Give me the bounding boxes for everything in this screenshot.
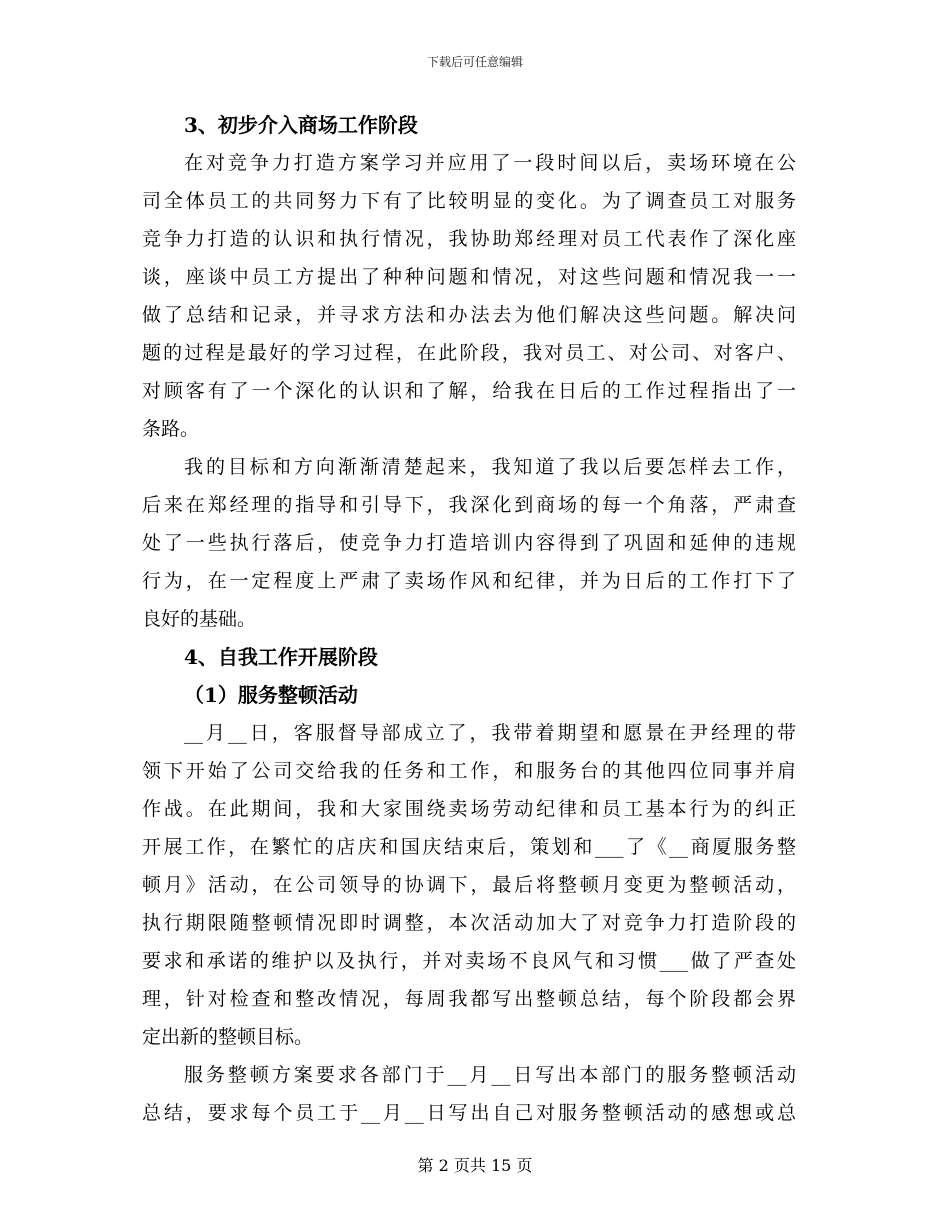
document-body (142, 106, 796, 1132)
paragraph-line: 总结，要求每个员工于__月__日写出自己对服务整顿活动的感想或总 (142, 1102, 796, 1124)
paragraph-line: 顿月》活动，在公司领导的协调下，最后将整顿月变更为整顿活动， (142, 874, 796, 896)
paragraph-2 (142, 448, 796, 638)
page-header-note: 下载后可任意编辑 (426, 55, 523, 69)
paragraph-line: 题的过程是最好的学习过程，在此阶段，我对员工、对公司、对客户、 (142, 342, 796, 364)
paragraph-line: 做了总结和记录，并寻求方法和办法去为他们解决这些问题。解决问 (142, 304, 796, 326)
paragraph-line: __月__日，客服督导部成立了，我带着期望和愿景在尹经理的带 (184, 722, 796, 744)
paragraph-line: 竞争力打造的认识和执行情况，我协助郑经理对员工代表作了深化座 (142, 228, 796, 250)
paragraph-line: 执行期限随整顿情况即时调整，本次活动加大了对竞争力打造阶段的 (142, 912, 796, 934)
paragraph-line: 对顾客有了一个深化的认识和了解，给我在日后的工作过程指出了一 (142, 380, 796, 402)
paragraph-line: 在对竞争力打造方案学习并应用了一段时间以后，卖场环境在公 (184, 152, 796, 174)
subsection-heading-1: （1）服务整顿活动 (184, 683, 358, 707)
paragraph-line: 司全体员工的共同努力下有了比较明显的变化。为了调查员工对服务 (142, 190, 796, 212)
paragraph-3 (142, 714, 796, 1056)
paragraph-line: 领下开始了公司交给我的任务和工作，和服务台的其他四位同事并肩 (142, 760, 796, 782)
page-number-footer: 第 2 页共 15 页 (417, 1156, 533, 1175)
paragraph-line: 谈，座谈中员工方提出了种种问题和情况，对这些问题和情况我一一 (142, 266, 796, 288)
paragraph-line: 定出新的整顿目标。 (142, 1026, 314, 1048)
section-heading-4: 4、自我工作开展阶段 (184, 645, 378, 669)
paragraph-line: 作战。在此期间，我和大家围绕卖场劳动纪律和员工基本行为的纠正 (142, 798, 796, 820)
paragraph-line: 服务整顿方案要求各部门于__月__日写出本部门的服务整顿活动 (184, 1064, 796, 1086)
paragraph-1 (142, 144, 796, 448)
paragraph-line: 理，针对检查和整改情况，每周我都写出整顿总结，每个阶段都会界 (142, 988, 796, 1010)
paragraph-line: 处了一些执行落后，使竞争力打造培训内容得到了巩固和延伸的违规 (142, 532, 796, 554)
paragraph-line: 良好的基础。 (142, 608, 257, 630)
section-heading-3: 3、初步介入商场工作阶段 (184, 113, 418, 137)
paragraph-4 (142, 1056, 796, 1132)
paragraph-line: 要求和承诺的维护以及执行，并对卖场不良风气和习惯___做了严查处 (142, 950, 796, 972)
paragraph-line: 行为，在一定程度上严肃了卖场作风和纪律，并为日后的工作打下了 (142, 570, 796, 592)
paragraph-line: 条路。 (142, 418, 200, 440)
paragraph-line: 后来在郑经理的指导和引导下，我深化到商场的每一个角落，严肃查 (142, 494, 796, 516)
paragraph-line: 我的目标和方向渐渐清楚起来，我知道了我以后要怎样去工作， (184, 456, 796, 478)
paragraph-line: 开展工作，在繁忙的店庆和国庆结束后，策划和___了《__商厦服务整 (142, 836, 796, 858)
